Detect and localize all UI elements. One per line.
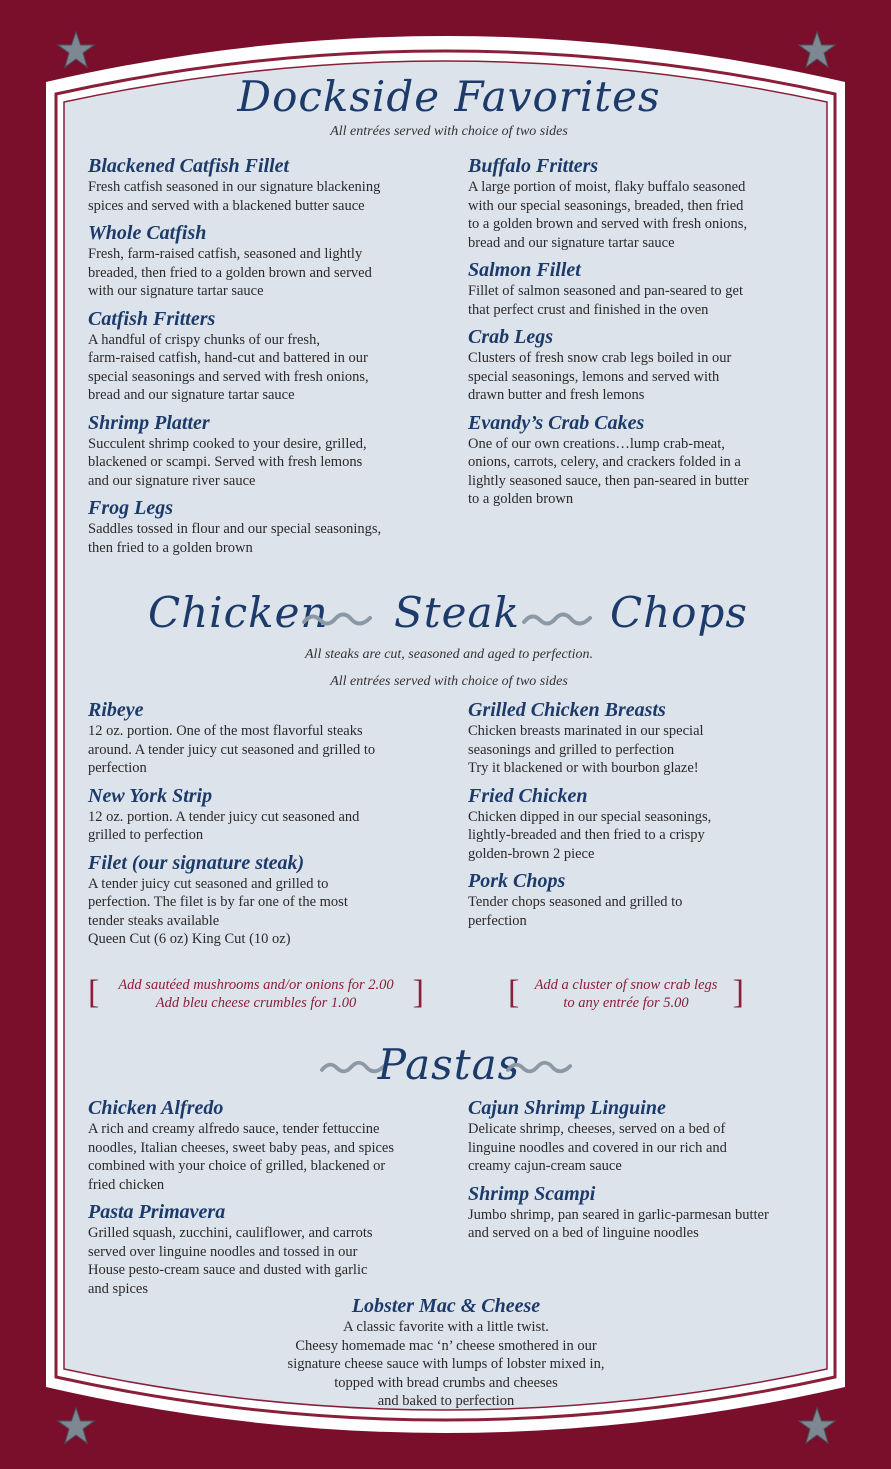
menu-item	[88, 1096, 438, 1194]
item-name: Whole Catfish	[88, 222, 207, 244]
addon-line: Add bleu cheese crumbles for 1.00	[155, 995, 357, 1011]
item-name: Crab Legs	[468, 326, 553, 348]
menu-item	[88, 496, 438, 557]
bracket-left: [	[508, 974, 520, 1011]
menu-item	[88, 851, 438, 949]
menu-item	[88, 784, 438, 845]
item-description: A large portion of moist, flaky buffalo seasoned with our special seasonings, breaded, then fried to a golden brown and served with fresh onions, bread and our signature tartar sauce	[468, 179, 748, 251]
menu-item	[468, 325, 818, 405]
bracket-right: ]	[412, 974, 424, 1011]
pastas-right-column	[468, 1096, 812, 1249]
item-description: 12 oz. portion. One of the most flavorful steaks around. A tender juicy cut seasoned and grilled to perfection	[88, 723, 376, 776]
item-description: Delicate shrimp, cheeses, served on a bed of linguine noodles and covered in our rich and creamy cajun-cream sauce	[468, 1121, 727, 1174]
item-description: Fillet of salmon seasoned and pan-seared to get that perfect crust and finished in the oven	[468, 283, 744, 318]
item-name: Lobster Mac & Cheese	[351, 1295, 541, 1317]
item-description: Grilled squash, zucchini, cauliflower, and carrots served over linguine noodles and tossed in our House pesto-cream sauce and dusted with garlic and spices	[88, 1225, 373, 1297]
item-name: Pork Chops	[468, 870, 566, 892]
item-description: Fresh, farm-raised catfish, seasoned and lightly breaded, then fried to a golden brown and served with our signature tartar sauce	[88, 246, 372, 299]
item-description: Jumbo shrimp, pan seared in garlic-parmesan butter and served on a bed of linguine noodles	[468, 1206, 769, 1241]
item-name: Blackened Catfish Fillet	[88, 155, 290, 177]
menu-item	[468, 784, 818, 864]
item-description: A tender juicy cut seasoned and grilled to perfection. The filet is by far one of the most tender steaks available Queen Cut (6 oz) King Cut (10 oz)	[88, 875, 348, 947]
item-name: Catfish Fritters	[88, 307, 216, 330]
item-name: Chicken Alfredo	[88, 1097, 224, 1119]
menu-item	[88, 307, 438, 405]
menu-item	[468, 258, 818, 319]
item-name: Salmon Fillet	[468, 259, 581, 281]
item-description: Chicken breasts marinated in our special seasonings and grilled to perfection Try it blackened or with bourbon glaze!	[468, 723, 704, 776]
item-name: Pasta Primavera	[88, 1201, 226, 1223]
item-name: Buffalo Fritters	[468, 155, 599, 177]
wave-ornament-icon	[522, 610, 592, 630]
menu-item-featured	[226, 1294, 666, 1411]
grill-note-1: All steaks are cut, seasoned and aged to perfection.	[305, 647, 593, 662]
addon-note-right	[508, 974, 744, 1012]
addon-line: Add sautéed mushrooms and/or onions for 2.00	[118, 977, 394, 993]
item-name: Evandy’s Crab Cakes	[468, 411, 645, 434]
menu-item	[468, 698, 818, 778]
menu-item	[468, 1096, 812, 1176]
item-description: A handful of crispy chunks of our fresh, farm-raised catfish, hand-cut and battered in our special seasonings and served with fresh onions, bread and our signature tartar sauce	[88, 331, 369, 403]
menu-content	[86, 64, 812, 1414]
item-description: A rich and creamy alfredo sauce, tender fettuccine noodles, Italian cheeses, sweet baby peas, and spices combined with your choice of grilled, blackened or fried chicken	[88, 1121, 395, 1193]
item-description: Saddles tossed in flour and our special seasonings, then fried to a golden brown	[88, 521, 382, 556]
menu-item	[468, 154, 818, 252]
menu-item	[88, 698, 438, 778]
menu-item	[468, 411, 818, 509]
menu-item	[88, 221, 438, 301]
item-name: Grilled Chicken Breasts	[468, 699, 666, 721]
item-description: Chicken dipped in our special seasonings, lightly-breaded and then fried to a crispy golden-brown 2 piece	[468, 808, 712, 862]
bracket-right: ]	[732, 974, 744, 1011]
dockside-right-column	[468, 154, 818, 515]
addon-note-left	[88, 974, 424, 1012]
menu-item	[468, 869, 818, 930]
menu-item	[88, 1200, 438, 1298]
grill-title-steak: Steak	[394, 588, 520, 637]
menu-item	[88, 411, 438, 491]
item-description: 12 oz. portion. A tender juicy cut seasoned and grilled to perfection	[88, 808, 360, 843]
grill-note-2: All entrées served with choice of two sides	[330, 674, 568, 689]
bracket-left: [	[88, 974, 100, 1011]
dockside-note: All entrées served with choice of two sides	[330, 124, 568, 139]
item-description: Succulent shrimp cooked to your desire, grilled, blackened or scampi. Served with fresh lemons and our signature river sauce	[88, 435, 367, 489]
grill-title-chops: Chops	[610, 588, 748, 637]
item-name: Frog Legs	[88, 497, 173, 519]
wave-ornament-icon	[302, 610, 372, 630]
grill-left-column	[88, 698, 438, 955]
item-name: Cajun Shrimp Linguine	[468, 1097, 666, 1119]
item-name: Ribeye	[88, 699, 144, 721]
item-description: One of our own creations…lump crab-meat, onions, carrots, celery, and crackers folded in a lightly seasoned sauce, then pan-seared in butter to a golden brown	[468, 435, 749, 507]
item-description: Fresh catfish seasoned in our signature blackening spices and served with a blackened butter sauce	[88, 179, 381, 214]
dockside-title: Dockside Favorites	[237, 72, 661, 121]
item-name: New York Strip	[88, 784, 213, 807]
item-name: Shrimp Platter	[88, 411, 210, 434]
item-name: Shrimp Scampi	[468, 1182, 596, 1205]
addon-line: to any entrée for 5.00	[563, 995, 689, 1011]
grill-right-column	[468, 698, 818, 936]
pastas-left-column	[88, 1096, 438, 1304]
menu-item	[88, 154, 438, 215]
item-description: A classic favorite with a little twist. Cheesy homemade mac ‘n’ cheese smothered in our signature cheese sauce with lumps of lobster mixed in, topped with bread crumbs and cheeses and baked to perfection	[287, 1319, 605, 1409]
item-description: Clusters of fresh snow crab legs boiled in our special seasonings, lemons and served with drawn butter and fresh lemons	[468, 350, 732, 403]
addon-line: Add a cluster of snow crab legs	[534, 977, 718, 993]
item-description: Tender chops seasoned and grilled to perfection	[468, 894, 683, 929]
item-name: Filet (our signature steak)	[88, 851, 305, 874]
dockside-left-column	[88, 154, 438, 563]
item-name: Fried Chicken	[468, 784, 588, 807]
wave-ornament-icon	[506, 1058, 572, 1078]
grill-title-chicken: Chicken	[148, 588, 329, 637]
pastas-title: Pastas	[377, 1040, 521, 1089]
menu-item	[468, 1182, 812, 1243]
